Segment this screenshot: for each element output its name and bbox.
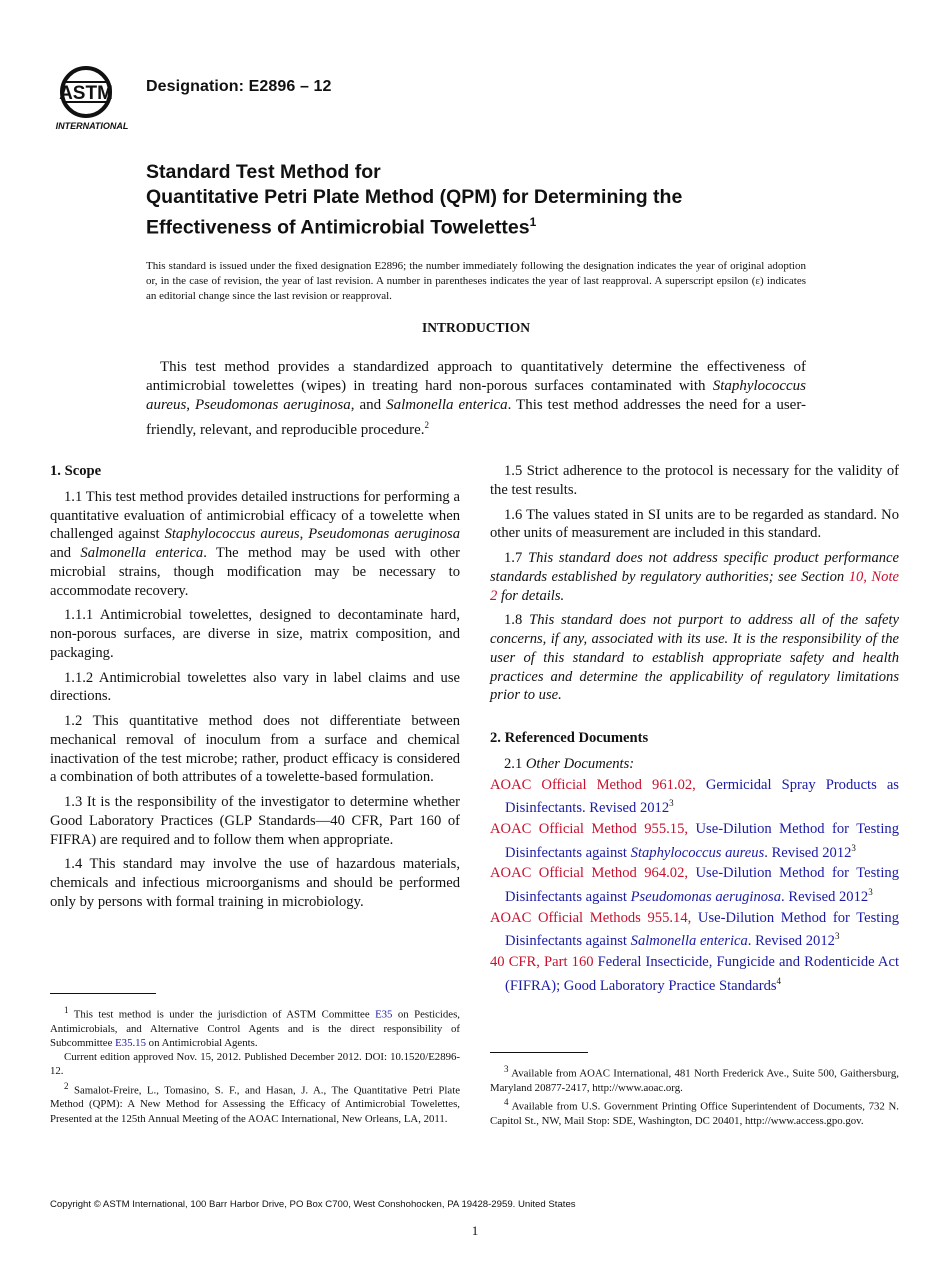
reference-item <box>490 953 899 995</box>
reference-code-link[interactable]: AOAC Official Method 961.02, <box>490 776 696 793</box>
title-footnote-mark: 1 <box>529 215 537 229</box>
reference-title-link[interactable]: Use-Dilution Method for Testing Disinfectants against <box>505 909 899 950</box>
scope-heading: 1. Scope <box>50 463 102 479</box>
intro-part: , and <box>350 397 387 414</box>
reference-title-link[interactable]: Federal Insecticide, Fungicide and Rodenticide Act (FIFRA); Good Laboratory Practice Standards <box>505 953 900 994</box>
edition-note: Current edition approved Nov. 15, 2012. Published December 2012. DOI: 10.1520/E2896-12. <box>50 1051 460 1078</box>
designation: Designation: E2896 – 12 <box>146 78 332 95</box>
reference-item <box>490 820 899 862</box>
reference-item <box>490 909 899 951</box>
text-part: . The method may be used with other microbial strains, though modification may be necessary to accommodate recovery. <box>50 545 460 599</box>
reference-item <box>490 864 899 906</box>
reference-code-link[interactable]: AOAC Official Method 964.02, <box>490 865 689 882</box>
text-part: This test method is under the jurisdiction of ASTM Committee <box>73 1008 376 1021</box>
left-column <box>50 462 460 918</box>
text-part: Available from AOAC International, 481 North Frederick Ave., Suite 500, Gaithersburg, Maryland 20877-2417, http://www.aoac.org. <box>490 1067 899 1094</box>
scope-1-4: 1.4 This standard may involve the use of hazardous materials, chemicals and infectious microorganisms and should be performed only by persons with formal training in microbiology. <box>50 856 460 910</box>
footnote-3 <box>490 1062 899 1095</box>
title-line-1: Standard Test Method for <box>146 161 381 183</box>
text-part: on Antimicrobial Agents. <box>145 1037 258 1049</box>
footnote-mark: 3 <box>669 798 674 809</box>
reference-title-link[interactable]: . Revised 2012 <box>764 844 852 861</box>
footnote-4 <box>490 1095 899 1128</box>
section-number: 1.8 <box>504 612 530 629</box>
scope-1-1-2: 1.1.2 Antimicrobial towelettes also vary in label claims and use directions. <box>50 669 460 705</box>
reference-item <box>490 776 899 818</box>
intro-part: This test method provides a standardized approach to quantitatively determine the effectiveness of antimicrobial towelettes (wipes) in treating hard non-porous surfaces contaminated with <box>146 359 806 395</box>
reference-organism[interactable]: Pseudomonas aeruginosa <box>630 888 782 905</box>
reference-title-link[interactable]: Germicidal Spray Products as Disinfectants. Revised 2012 <box>505 776 899 817</box>
title-line-3 <box>146 210 866 241</box>
text-part: on Pesticides, Antimicrobials, and Alternative Control Agents and is the direct responsibility of Subcommittee <box>50 1008 460 1049</box>
text-part: for details. <box>497 587 565 604</box>
text-part: Available from U.S. Government Printing Office Superintendent of Documents, 732 N. Capitol St., NW, Mail Stop: SDE, Washington, DC 20401, http://www.access.gpo.gov. <box>490 1100 899 1127</box>
scope-1-6: 1.6 The values stated in SI units are to be regarded as standard. No other units of measurement are included in this standard. <box>490 506 899 542</box>
standard-notice: This standard is issued under the fixed designation E2896; the number immediately following the designation indicates the year of original adoption or, in the case of revision, the year of last revision. A number in parentheses indicates the year of last reapproval. A superscript epsilon (ε) indicates an editorial change since the last revision or reapproval. <box>146 260 806 303</box>
subheading-label: Other Documents: <box>525 755 635 772</box>
reference-title-link[interactable]: . Revised 2012 <box>781 888 869 905</box>
text-part: 1.1 This test method provides detailed instructions for performing a quantitative evaluation of antimicrobial efficacy of a towelette when challenged against <box>50 488 460 543</box>
organism: Pseudomonas aeruginosa <box>308 526 460 543</box>
text-part: This standard does not address specific product performance standards established by regulatory authorities; see Section <box>490 550 900 585</box>
reference-code-link[interactable]: AOAC Official Methods 955.14, <box>490 909 692 926</box>
footnotes-right <box>490 1062 899 1128</box>
footnote-mark: 3 <box>868 886 873 897</box>
section-number: 2.1 <box>504 755 526 772</box>
scope-1-7 <box>490 549 899 605</box>
scope-1-1-1: 1.1.1 Antimicrobial towelettes, designed to decontaminate hard, non-porous surfaces, are diverse in size, matrix composition, and packaging. <box>50 607 460 661</box>
reference-organism[interactable]: Salmonella enterica <box>630 933 748 950</box>
reference-organism[interactable]: Staphylococcus aureus <box>630 844 765 861</box>
footnote-number: 4 <box>504 1097 509 1107</box>
intro-organism: Salmonella enterica <box>386 397 508 414</box>
astm-logo <box>50 62 134 134</box>
section-number: 1.7 <box>504 550 528 566</box>
title-line-2: Quantitative Petri Plate Method (QPM) for Determining the <box>146 186 683 208</box>
footnote-mark: 3 <box>834 931 840 942</box>
footnote-number: 1 <box>64 1005 69 1015</box>
reference-title-link[interactable]: Use-Dilution Method for Testing Disinfectants against <box>505 820 899 861</box>
intro-part: . This test method addresses the need for a user-friendly, relevant, and reproducible procedure. <box>146 397 807 438</box>
intro-footnote-mark: 2 <box>424 419 429 430</box>
scope-1-3: 1.3 It is the responsibility of the investigator to determine whether Good Laboratory Practices (GLP Standards—40 CFR, Part 160 of FIFRA) are required and to follow them when appropriate. <box>50 794 460 848</box>
footnote-mark: 3 <box>851 842 856 853</box>
text-part: and <box>50 545 81 561</box>
scope-1-5: 1.5 Strict adherence to the protocol is necessary for the validity of the test results. <box>490 463 899 498</box>
footnote-2 <box>50 1079 460 1126</box>
logo-subtext: INTERNATIONAL <box>55 121 129 131</box>
reference-code-link[interactable]: AOAC Official Method 955.15, <box>490 820 689 837</box>
intro-organism: Staphylococcus aureus <box>146 378 806 414</box>
reference-code-link[interactable]: 40 CFR, Part 160 <box>490 953 594 970</box>
reference-title-link[interactable]: . Revised 2012 <box>747 933 835 950</box>
page-number: 1 <box>471 1223 479 1238</box>
organism: Staphylococcus aureus <box>164 526 300 543</box>
footnote-mark: 4 <box>776 975 782 986</box>
text-part: This standard does not purport to address all of the safety concerns, if any, associated with its use. It is the responsibility of the user of this standard to establish appropriate safety and health practices and determine the applicability of regulatory limitations prior to use. <box>490 612 899 704</box>
title-line-3-text: Effectiveness of Antimicrobial Towelettes <box>146 216 530 239</box>
reference-title-link[interactable]: Use-Dilution Method for Testing Disinfectants against <box>505 865 899 905</box>
logo-text: ASTM <box>59 83 113 104</box>
copyright-notice: Copyright © ASTM International, 100 Barr Harbor Drive, PO Box C700, West Conshohocken, PA 19428-2959. United States <box>50 1199 576 1210</box>
committee-link[interactable]: E35 <box>375 1008 393 1021</box>
scope-1-2: 1.2 This quantitative method does not differentiate between mechanical removal of inoculum from a surface and chemical inactivation of the test microbe; rather, product efficacy is considered a combination of both attributes of a towelette-based formulation. <box>50 713 460 786</box>
intro-organism: Pseudomonas aeruginosa <box>194 397 351 414</box>
scope-1-8 <box>490 611 899 705</box>
intro-part: , <box>186 397 195 414</box>
text-part: Samalot-Freire, L., Tomasino, S. F., and Hasan, J. A., The Quantitative Petri Plate Method (QPM): A New Method for Assessing the Efficacy of Antimicrobial Towelettes, Presented at the 125th Annual Meeting of the AOAC International, New Orleans, LA, 2011. <box>50 1084 461 1125</box>
introduction-text <box>146 358 806 440</box>
footnote-number: 3 <box>504 1064 509 1074</box>
footnotes-left <box>50 1003 460 1126</box>
section-link[interactable]: 10, Note 2 <box>490 568 899 604</box>
right-column <box>490 462 899 997</box>
subcommittee-link[interactable]: E35.15 <box>115 1037 146 1049</box>
footnote-1 <box>50 1003 460 1050</box>
referenced-documents-heading: 2. Referenced Documents <box>490 730 649 746</box>
text-part: , <box>299 526 309 543</box>
footnote-number: 2 <box>64 1080 69 1091</box>
organism: Salmonella enterica <box>80 545 204 561</box>
introduction-paragraph <box>146 358 806 440</box>
document-title <box>146 160 866 241</box>
footnote-divider-left <box>50 993 156 994</box>
footnote-divider-right <box>490 1052 588 1053</box>
other-documents-subheading <box>490 755 899 774</box>
scope-1-1 <box>50 488 460 601</box>
introduction-heading: INTRODUCTION <box>421 320 530 335</box>
